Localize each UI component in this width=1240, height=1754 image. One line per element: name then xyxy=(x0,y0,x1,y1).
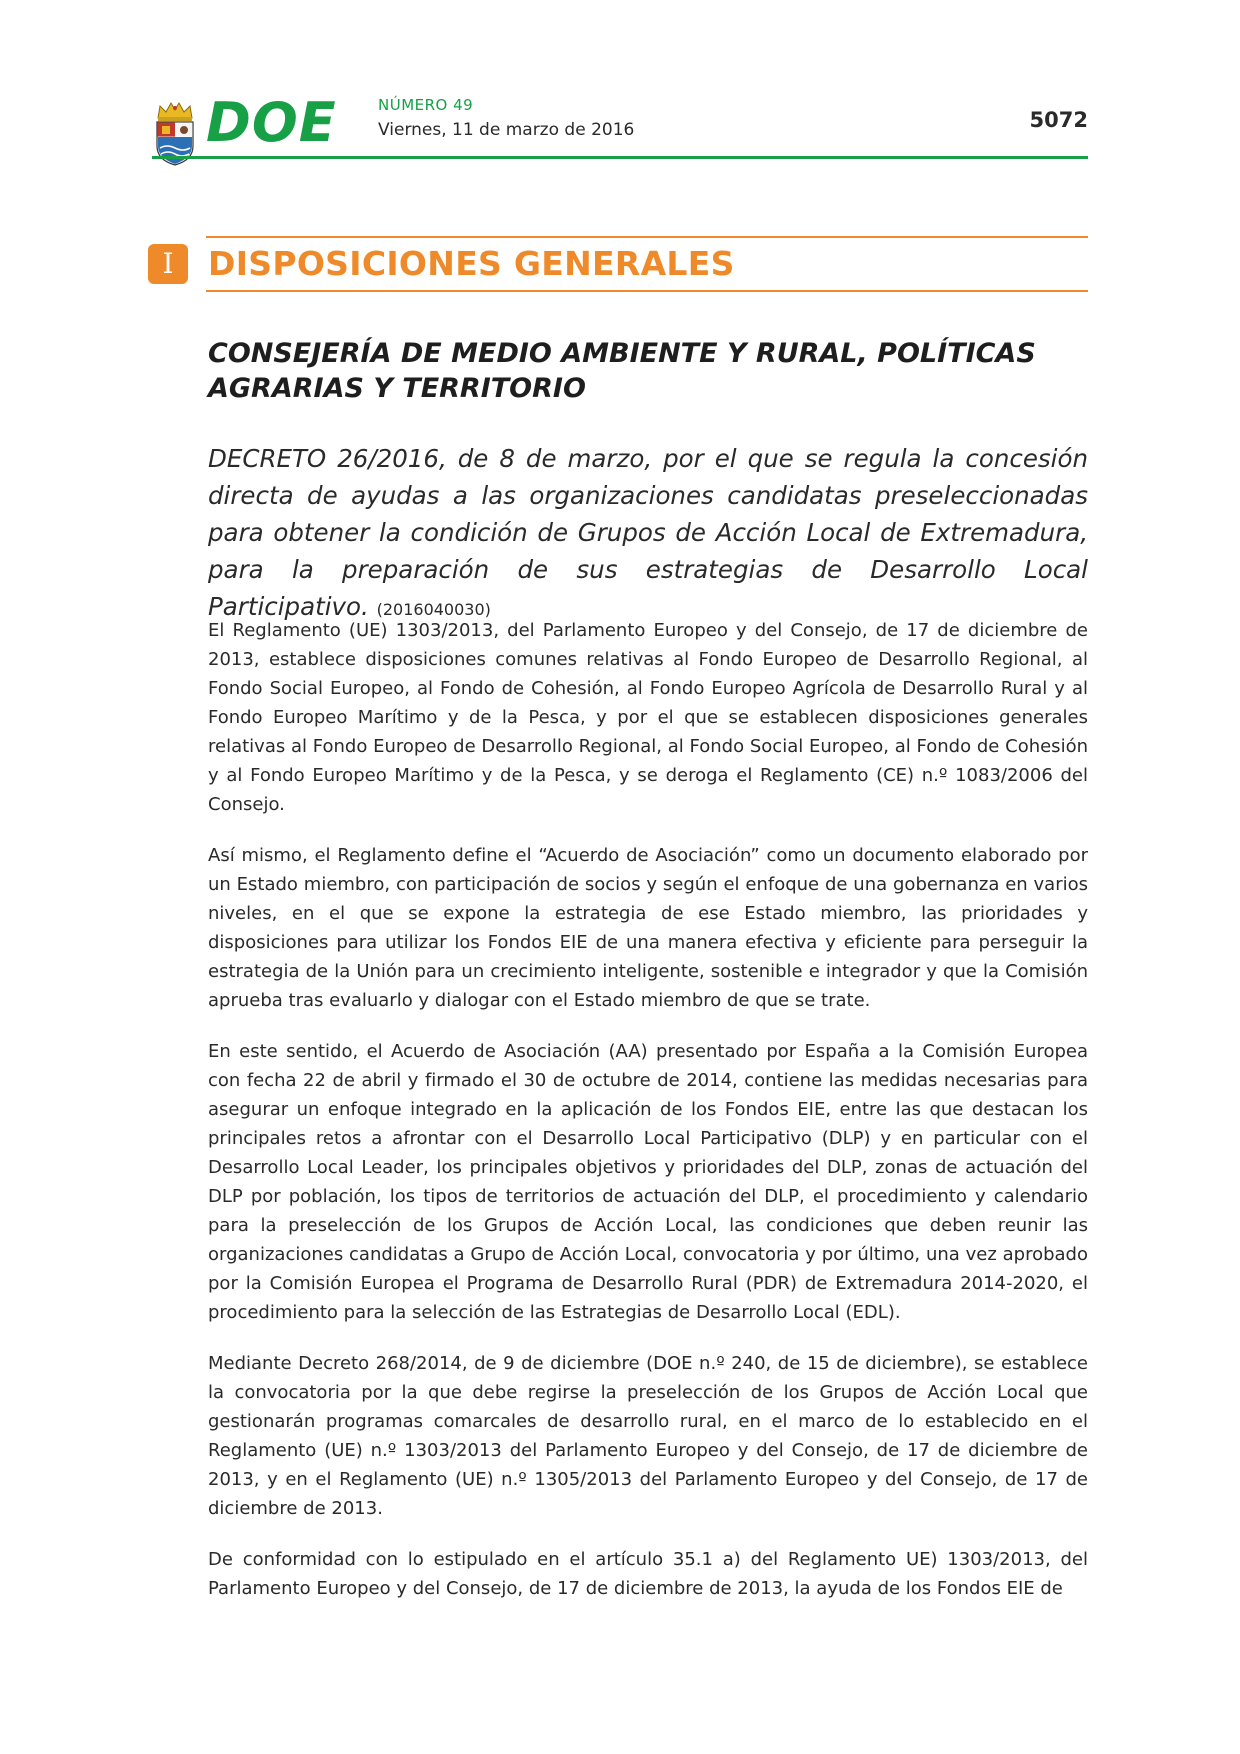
page-number: 5072 xyxy=(1029,108,1088,132)
decree-code: (2016040030) xyxy=(376,600,491,619)
section-title: DISPOSICIONES GENERALES xyxy=(208,244,735,283)
paragraph: Mediante Decreto 268/2014, de 9 de diciembre (DOE n.º 240, de 15 de diciembre), se establece la convocatoria por la que debe regirse la preselección de los Grupos de Acción Local que gestionarán programas comarcales de desarrollo rural, en el marco de lo establecido en el Reglamento (UE) n.º 1303/2013 del Parlamento Europeo y del Consejo, de 17 de diciembre de 2013, y en el Reglamento (UE) n.º 1305/2013 del Parlamento Europeo y del Consejo, de 17 de diciembre de 2013. xyxy=(208,1353,1088,1519)
issue-date: Viernes, 11 de marzo de 2016 xyxy=(378,120,635,140)
body-text xyxy=(208,616,1088,1625)
section-badge: I xyxy=(148,244,188,284)
paragraph: En este sentido, el Acuerdo de Asociación (AA) presentado por España a la Comisión Europea con fecha 22 de abril y firmado el 30 de octubre de 2014, contiene las medidas necesarias para asegurar un enfoque integrado en la aplicación de los Fondos EIE, entre las que destacan los principales retos a afrontar con el Desarrollo Local Participativo (DLP) y en particular con el Desarrollo Local Leader, los principales objetivos y prioridades del DLP, zonas de actuación del DLP por población, los tipos de territorios de actuación del DLP, el procedimiento y calendario para la preselección de los Grupos de Acción Local, las condiciones que deben reunir las organizaciones candidatas a Grupo de Acción Local, convocatoria y por último, una vez aprobado por la Comisión Europea el Programa de Desarrollo Rural (PDR) de Extremadura 2014-2020, el procedimiento para la selección de las Estrategias de Desarrollo Local (EDL). xyxy=(208,1041,1088,1323)
page-header xyxy=(152,91,1088,158)
paragraph: Así mismo, el Reglamento define el “Acuerdo de Asociación” como un documento elaborado por un Estado miembro, con participación de socios y según el enfoque de una gobernanza en varios niveles, en el que se expone la estrategia de ese Estado miembro, las prioridades y disposiciones para utilizar los Fondos EIE de una manera efectiva y eficiente para perseguir la estrategia de la Unión para un crecimiento inteligente, sostenible e integrador y que la Comisión aprueba tras evaluarlo y dialogar con el Estado miembro de que se trate. xyxy=(208,845,1088,1011)
decree-title-block xyxy=(208,440,1088,628)
paragraph: El Reglamento (UE) 1303/2013, del Parlamento Europeo y del Consejo, de 17 de diciembre de 2013, establece disposiciones comunes relativas al Fondo Europeo de Desarrollo Regional, al Fondo Social Europeo, al Fondo de Cohesión, al Fondo Europeo Agrícola de Desarrollo Rural y al Fondo Europeo Marítimo y de la Pesca, y por el que se establecen disposiciones generales relativas al Fondo Europeo de Desarrollo Regional, al Fondo Social Europeo, al Fondo de Cohesión y al Fondo Europeo Marítimo y de la Pesca, y se deroga el Reglamento (CE) n.º 1083/2006 del Consejo. xyxy=(208,620,1088,815)
ministry-heading: CONSEJERÍA DE MEDIO AMBIENTE Y RURAL, POLÍTICAS AGRARIAS Y TERRITORIO xyxy=(208,338,1036,404)
section-rule-bottom xyxy=(206,290,1088,292)
paragraph: De conformidad con lo estipulado en el artículo 35.1 a) del Reglamento UE) 1303/2013, del Parlamento Europeo y del Consejo, de 17 de diciembre de 2013, la ayuda de los Fondos EIE de xyxy=(208,1549,1088,1599)
decree-title: DECRETO 26/2016, de 8 de marzo, por el que se regula la concesión directa de ayudas a las organizaciones candidatas preseleccionadas para obtener la condición de Grupos de Acción Local de Extremadura, para la preparación de sus estrategias de Desarrollo Local Participativo. xyxy=(208,444,1088,621)
issue-number: NÚMERO 49 xyxy=(378,96,474,114)
doe-logo: DOE xyxy=(206,91,337,154)
header-divider xyxy=(152,156,1088,159)
section-rule-top xyxy=(206,236,1088,238)
